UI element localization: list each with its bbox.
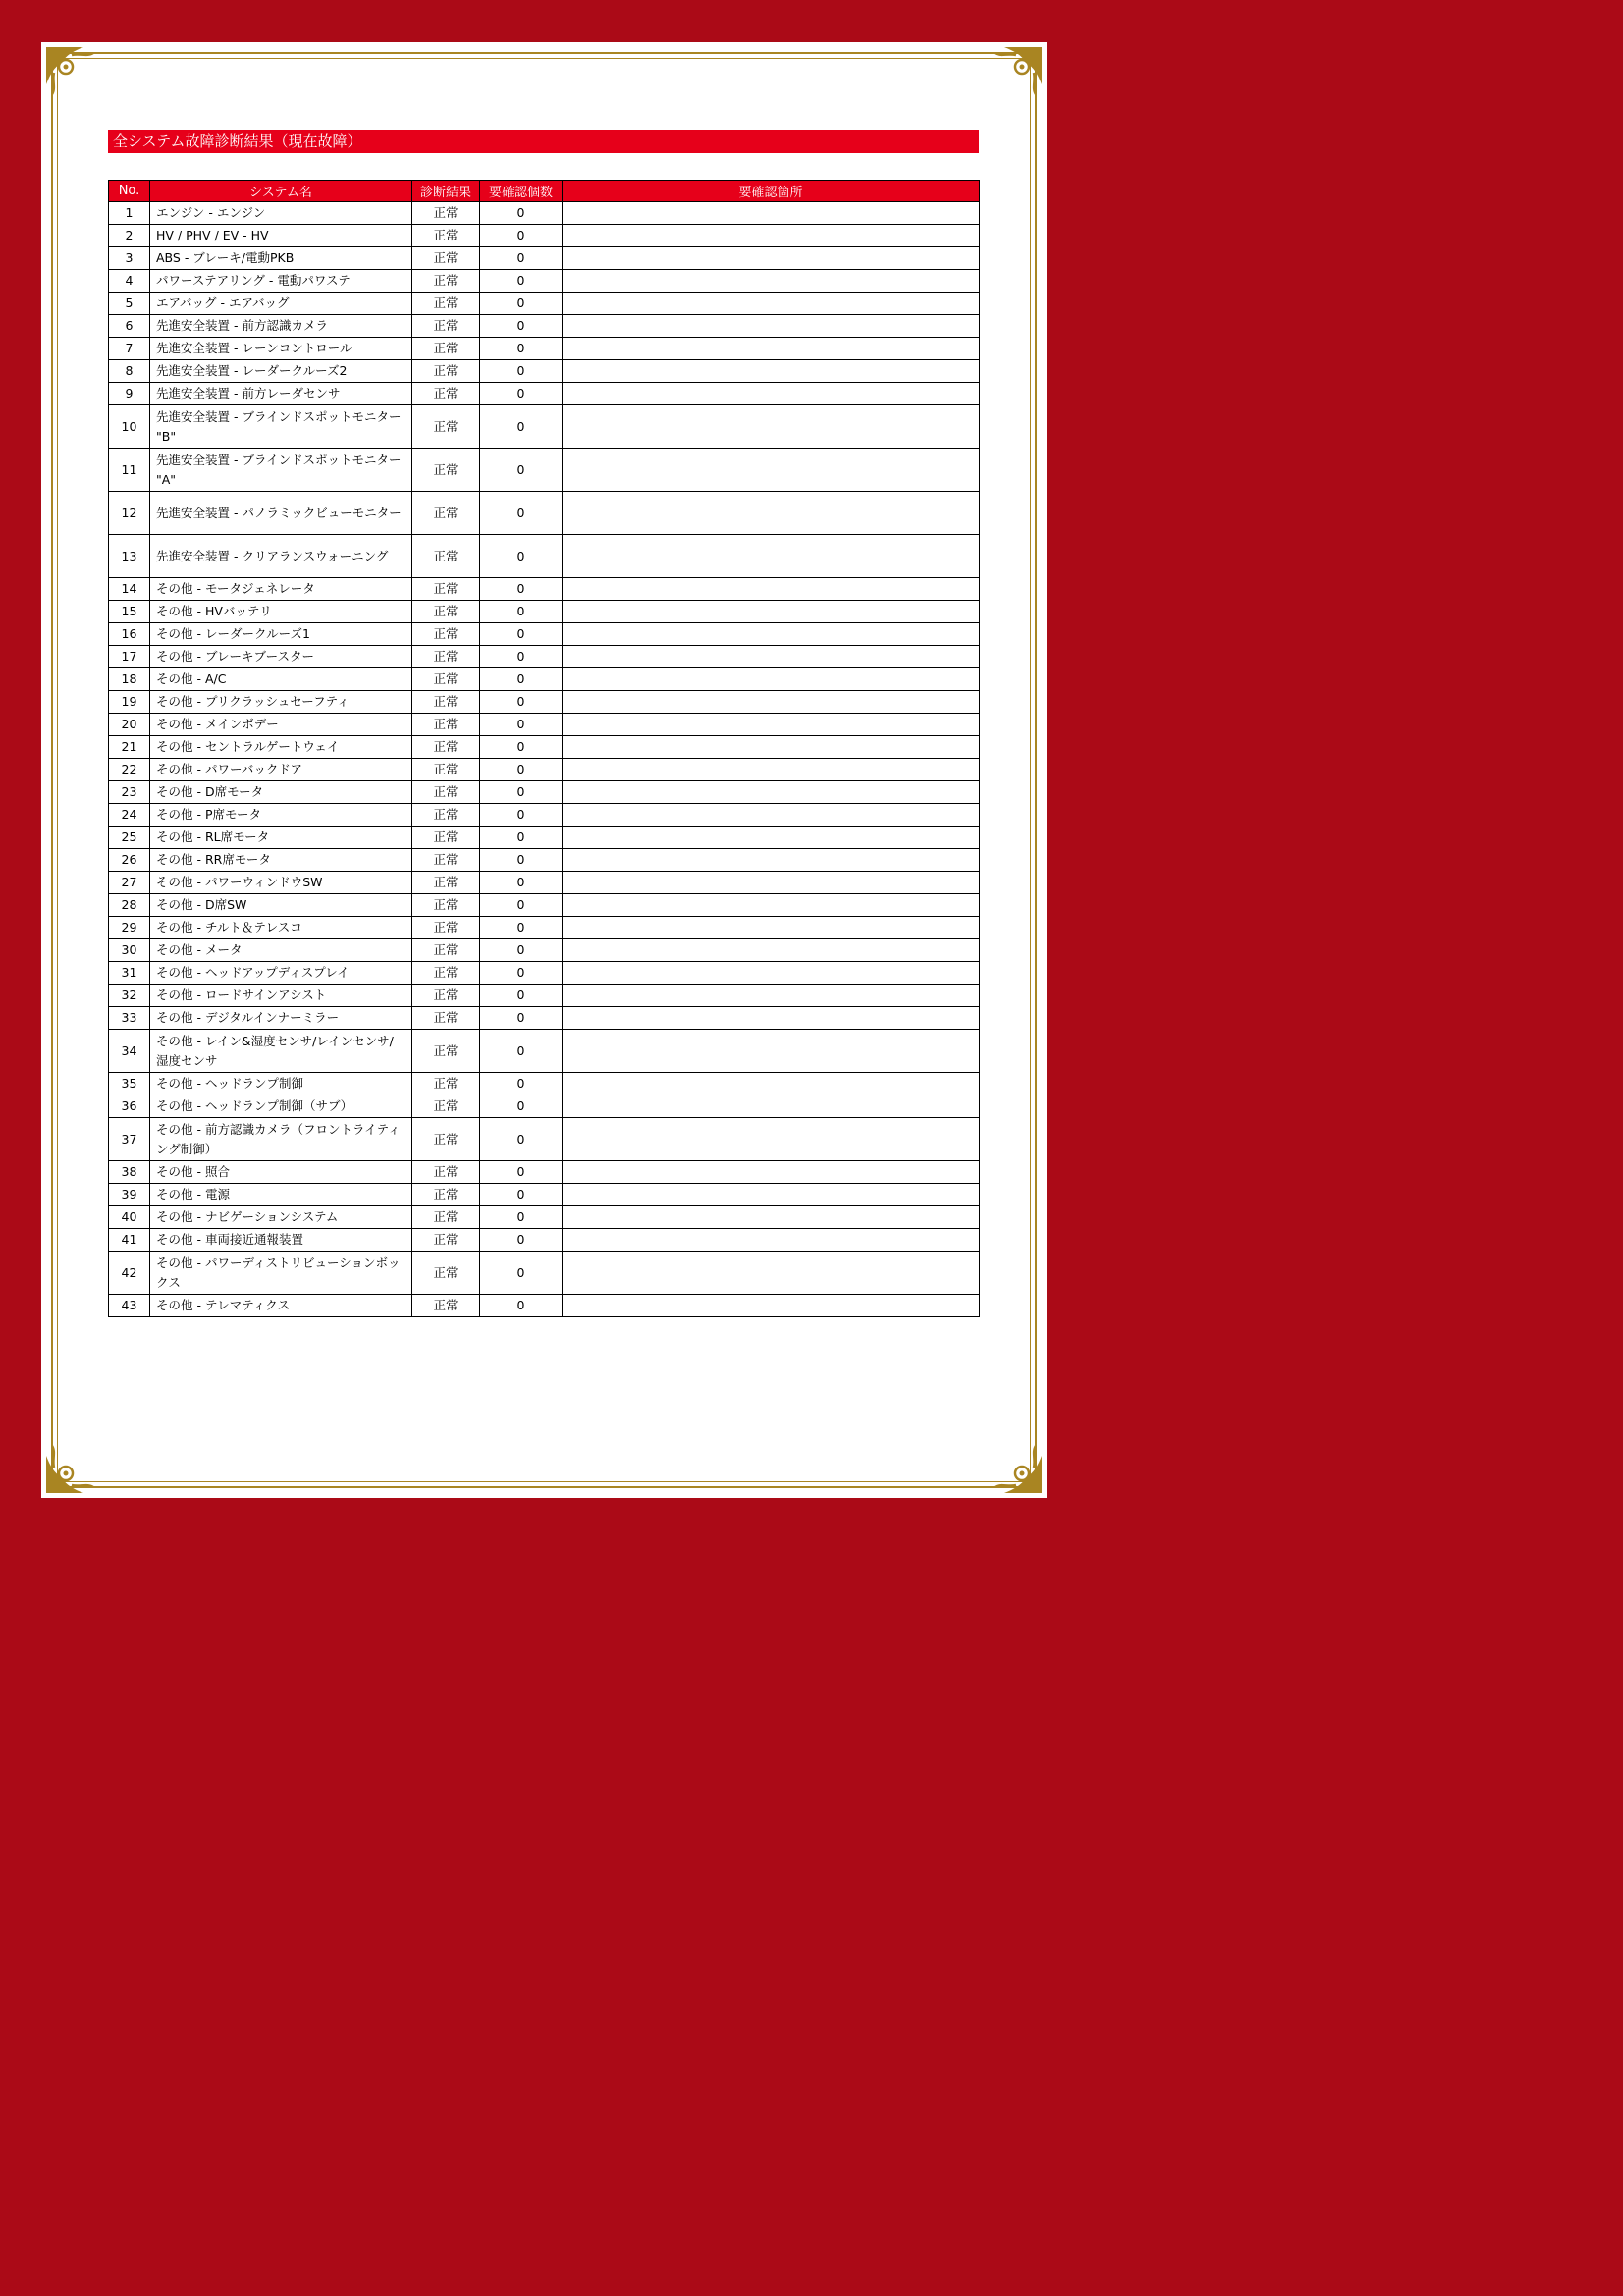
table-row [109,1007,980,1030]
cell-check-count: 0 [480,985,563,1007]
cell-check-location [563,668,980,691]
cell-no: 13 [109,535,150,578]
cell-check-count: 0 [480,315,563,338]
cell-result: 正常 [412,1030,480,1073]
cell-no: 32 [109,985,150,1007]
cell-no: 23 [109,781,150,804]
cell-result: 正常 [412,338,480,360]
cell-result: 正常 [412,872,480,894]
cell-check-location [563,1229,980,1252]
cell-check-location [563,781,980,804]
cell-no: 39 [109,1184,150,1206]
table-row [109,1030,980,1073]
cell-system-name: その他 - D席SW [150,894,412,917]
cell-check-location [563,1073,980,1095]
table-row [109,1252,980,1295]
cell-check-count: 0 [480,1252,563,1295]
cell-system-name: その他 - チルト＆テレスコ [150,917,412,939]
cell-check-count: 0 [480,962,563,985]
cell-check-location [563,1206,980,1229]
cell-result: 正常 [412,962,480,985]
cell-check-location [563,1184,980,1206]
cell-check-location [563,804,980,827]
cell-no: 8 [109,360,150,383]
header-no: No. [109,181,150,202]
cell-check-count: 0 [480,247,563,270]
table-row [109,1073,980,1095]
cell-system-name: その他 - パワーディストリビューションボックス [150,1252,412,1295]
cell-no: 33 [109,1007,150,1030]
cell-check-count: 0 [480,270,563,293]
cell-result: 正常 [412,1206,480,1229]
corner-ornament-icon [44,45,101,102]
cell-no: 12 [109,492,150,535]
cell-no: 30 [109,939,150,962]
cell-no: 38 [109,1161,150,1184]
cell-check-count: 0 [480,691,563,714]
cell-check-count: 0 [480,492,563,535]
table-row [109,270,980,293]
cell-result: 正常 [412,360,480,383]
cell-system-name: その他 - ヘッドランプ制御（サブ） [150,1095,412,1118]
cell-result: 正常 [412,849,480,872]
cell-system-name: パワーステアリング - 電動パワステ [150,270,412,293]
table-row [109,383,980,405]
cell-check-location [563,601,980,623]
cell-check-count: 0 [480,736,563,759]
cell-check-count: 0 [480,1030,563,1073]
table-row [109,1095,980,1118]
cell-system-name: その他 - セントラルゲートウェイ [150,736,412,759]
cell-check-location [563,449,980,492]
cell-system-name: 先進安全装置 - レーンコントロール [150,338,412,360]
cell-check-location [563,492,980,535]
table-row [109,225,980,247]
cell-check-count: 0 [480,1206,563,1229]
cell-system-name: 先進安全装置 - クリアランスウォーニング [150,535,412,578]
cell-result: 正常 [412,270,480,293]
cell-check-location [563,1030,980,1073]
cell-result: 正常 [412,1295,480,1317]
cell-check-location [563,849,980,872]
cell-no: 43 [109,1295,150,1317]
cell-no: 26 [109,849,150,872]
cell-result: 正常 [412,894,480,917]
cell-system-name: その他 - プリクラッシュセーフティ [150,691,412,714]
cell-system-name: その他 - RR席モータ [150,849,412,872]
table-row [109,202,980,225]
cell-check-location [563,917,980,939]
cell-system-name: その他 - RL席モータ [150,827,412,849]
table-row [109,985,980,1007]
table-row [109,247,980,270]
cell-system-name: HV / PHV / EV - HV [150,225,412,247]
cell-system-name: 先進安全装置 - 前方レーダセンサ [150,383,412,405]
cell-check-count: 0 [480,1295,563,1317]
diagnosis-table [108,180,980,1317]
cell-result: 正常 [412,578,480,601]
cell-check-location [563,691,980,714]
cell-check-location [563,360,980,383]
header-result: 診断結果 [412,181,480,202]
cell-check-count: 0 [480,578,563,601]
table-row [109,449,980,492]
table-row [109,623,980,646]
cell-no: 17 [109,646,150,668]
cell-system-name: その他 - レーダークルーズ1 [150,623,412,646]
table-row [109,736,980,759]
cell-result: 正常 [412,492,480,535]
cell-no: 25 [109,827,150,849]
table-row [109,827,980,849]
table-row [109,714,980,736]
cell-check-location [563,1007,980,1030]
cell-system-name: その他 - パワーウィンドウSW [150,872,412,894]
cell-result: 正常 [412,1118,480,1161]
corner-ornament-icon [987,1438,1044,1495]
corner-ornament-icon [987,45,1044,102]
table-header-row [109,181,980,202]
header-check-location: 要確認箇所 [563,181,980,202]
table-row [109,872,980,894]
cell-check-location [563,962,980,985]
cell-no: 36 [109,1095,150,1118]
table-row [109,781,980,804]
cell-check-count: 0 [480,202,563,225]
cell-check-location [563,1118,980,1161]
table-body [109,202,980,1317]
cell-result: 正常 [412,781,480,804]
cell-system-name: その他 - テレマティクス [150,1295,412,1317]
header-system-name: システム名 [150,181,412,202]
cell-check-location [563,985,980,1007]
cell-no: 31 [109,962,150,985]
cell-no: 27 [109,872,150,894]
cell-check-count: 0 [480,759,563,781]
cell-system-name: その他 - ブレーキブースター [150,646,412,668]
cell-result: 正常 [412,827,480,849]
cell-no: 7 [109,338,150,360]
cell-no: 2 [109,225,150,247]
cell-check-count: 0 [480,1229,563,1252]
cell-system-name: 先進安全装置 - ブラインドスポットモニター "A" [150,449,412,492]
cell-no: 22 [109,759,150,781]
cell-check-location [563,202,980,225]
cell-no: 20 [109,714,150,736]
cell-no: 9 [109,383,150,405]
corner-ornament-icon [44,1438,101,1495]
cell-no: 4 [109,270,150,293]
cell-check-location [563,578,980,601]
cell-check-location [563,405,980,449]
table-row [109,492,980,535]
report-title: 全システム故障診断結果（現在故障） [108,130,979,153]
header-check-count: 要確認個数 [480,181,563,202]
cell-check-count: 0 [480,535,563,578]
cell-check-location [563,247,980,270]
table-row [109,646,980,668]
cell-no: 21 [109,736,150,759]
table-row [109,293,980,315]
cell-no: 40 [109,1206,150,1229]
table-row [109,804,980,827]
table-row [109,1206,980,1229]
cell-result: 正常 [412,535,480,578]
cell-system-name: 先進安全装置 - パノラミックビューモニター [150,492,412,535]
cell-check-location [563,623,980,646]
cell-no: 6 [109,315,150,338]
cell-system-name: 先進安全装置 - 前方認識カメラ [150,315,412,338]
table-row [109,405,980,449]
cell-check-count: 0 [480,939,563,962]
table-row [109,338,980,360]
cell-no: 24 [109,804,150,827]
cell-system-name: その他 - メインボデー [150,714,412,736]
cell-check-location [563,736,980,759]
cell-result: 正常 [412,804,480,827]
cell-check-location [563,293,980,315]
cell-system-name: その他 - 照合 [150,1161,412,1184]
cell-system-name: エアバッグ - エアバッグ [150,293,412,315]
cell-no: 14 [109,578,150,601]
cell-check-count: 0 [480,668,563,691]
cell-result: 正常 [412,315,480,338]
cell-check-count: 0 [480,601,563,623]
cell-check-count: 0 [480,781,563,804]
cell-check-location [563,270,980,293]
table-row [109,1295,980,1317]
cell-check-count: 0 [480,338,563,360]
cell-no: 42 [109,1252,150,1295]
cell-check-location [563,646,980,668]
report-page [41,42,1047,1498]
table-row [109,578,980,601]
cell-result: 正常 [412,1184,480,1206]
cell-result: 正常 [412,917,480,939]
cell-result: 正常 [412,736,480,759]
cell-check-location [563,1295,980,1317]
cell-no: 28 [109,894,150,917]
cell-system-name: その他 - D席モータ [150,781,412,804]
cell-check-count: 0 [480,1184,563,1206]
cell-check-location [563,759,980,781]
cell-system-name: その他 - HVバッテリ [150,601,412,623]
cell-check-count: 0 [480,849,563,872]
table-row [109,962,980,985]
cell-check-location [563,315,980,338]
cell-check-count: 0 [480,449,563,492]
cell-no: 1 [109,202,150,225]
cell-check-count: 0 [480,894,563,917]
cell-check-count: 0 [480,405,563,449]
cell-system-name: その他 - レイン&湿度センサ/レインセンサ/湿度センサ [150,1030,412,1073]
cell-no: 5 [109,293,150,315]
cell-result: 正常 [412,985,480,1007]
cell-no: 10 [109,405,150,449]
cell-result: 正常 [412,1229,480,1252]
cell-no: 11 [109,449,150,492]
cell-result: 正常 [412,449,480,492]
cell-system-name: その他 - モータジェネレータ [150,578,412,601]
cell-check-location [563,535,980,578]
cell-no: 35 [109,1073,150,1095]
cell-check-location [563,1161,980,1184]
cell-check-count: 0 [480,646,563,668]
cell-check-count: 0 [480,827,563,849]
cell-result: 正常 [412,225,480,247]
cell-check-count: 0 [480,1095,563,1118]
cell-result: 正常 [412,691,480,714]
cell-no: 29 [109,917,150,939]
cell-system-name: 先進安全装置 - ブラインドスポットモニター "B" [150,405,412,449]
cell-no: 18 [109,668,150,691]
table-row [109,1161,980,1184]
cell-no: 41 [109,1229,150,1252]
cell-result: 正常 [412,714,480,736]
cell-system-name: ABS - ブレーキ/電動PKB [150,247,412,270]
cell-check-count: 0 [480,1161,563,1184]
table-row [109,1229,980,1252]
cell-result: 正常 [412,293,480,315]
cell-system-name: その他 - ヘッドランプ制御 [150,1073,412,1095]
cell-check-count: 0 [480,917,563,939]
table-row [109,360,980,383]
table-row [109,894,980,917]
cell-check-location [563,1095,980,1118]
cell-check-location [563,827,980,849]
cell-check-location [563,225,980,247]
cell-system-name: その他 - ヘッドアップディスプレイ [150,962,412,985]
cell-check-location [563,714,980,736]
cell-system-name: その他 - デジタルインナーミラー [150,1007,412,1030]
cell-system-name: その他 - メータ [150,939,412,962]
cell-check-count: 0 [480,1073,563,1095]
table-row [109,535,980,578]
cell-no: 3 [109,247,150,270]
cell-no: 16 [109,623,150,646]
table-row [109,1118,980,1161]
cell-system-name: 先進安全装置 - レーダークルーズ2 [150,360,412,383]
cell-system-name: その他 - A/C [150,668,412,691]
cell-check-count: 0 [480,623,563,646]
cell-result: 正常 [412,383,480,405]
cell-result: 正常 [412,1095,480,1118]
cell-result: 正常 [412,1007,480,1030]
cell-system-name: その他 - ナビゲーションシステム [150,1206,412,1229]
cell-check-count: 0 [480,383,563,405]
table-row [109,939,980,962]
cell-result: 正常 [412,1073,480,1095]
cell-check-location [563,939,980,962]
cell-system-name: その他 - P席モータ [150,804,412,827]
cell-check-location [563,383,980,405]
table-row [109,601,980,623]
cell-result: 正常 [412,247,480,270]
cell-no: 34 [109,1030,150,1073]
cell-result: 正常 [412,202,480,225]
cell-system-name: その他 - 前方認識カメラ（フロントライティング制御） [150,1118,412,1161]
cell-check-count: 0 [480,804,563,827]
cell-check-location [563,338,980,360]
cell-result: 正常 [412,646,480,668]
cell-check-count: 0 [480,1007,563,1030]
table-row [109,315,980,338]
cell-no: 19 [109,691,150,714]
cell-result: 正常 [412,668,480,691]
cell-system-name: エンジン - エンジン [150,202,412,225]
cell-check-count: 0 [480,872,563,894]
cell-check-count: 0 [480,225,563,247]
table-row [109,849,980,872]
cell-result: 正常 [412,1161,480,1184]
cell-no: 15 [109,601,150,623]
cell-result: 正常 [412,1252,480,1295]
table-row [109,691,980,714]
table-row [109,1184,980,1206]
cell-check-count: 0 [480,1118,563,1161]
cell-check-count: 0 [480,360,563,383]
cell-result: 正常 [412,405,480,449]
cell-system-name: その他 - パワーバックドア [150,759,412,781]
cell-check-location [563,1252,980,1295]
cell-check-count: 0 [480,714,563,736]
cell-check-location [563,894,980,917]
cell-check-location [563,872,980,894]
cell-result: 正常 [412,939,480,962]
cell-result: 正常 [412,759,480,781]
table-row [109,917,980,939]
cell-result: 正常 [412,601,480,623]
table-row [109,668,980,691]
cell-system-name: その他 - ロードサインアシスト [150,985,412,1007]
cell-no: 37 [109,1118,150,1161]
cell-check-count: 0 [480,293,563,315]
cell-system-name: その他 - 電源 [150,1184,412,1206]
cell-system-name: その他 - 車両接近通報装置 [150,1229,412,1252]
table-row [109,759,980,781]
cell-result: 正常 [412,623,480,646]
